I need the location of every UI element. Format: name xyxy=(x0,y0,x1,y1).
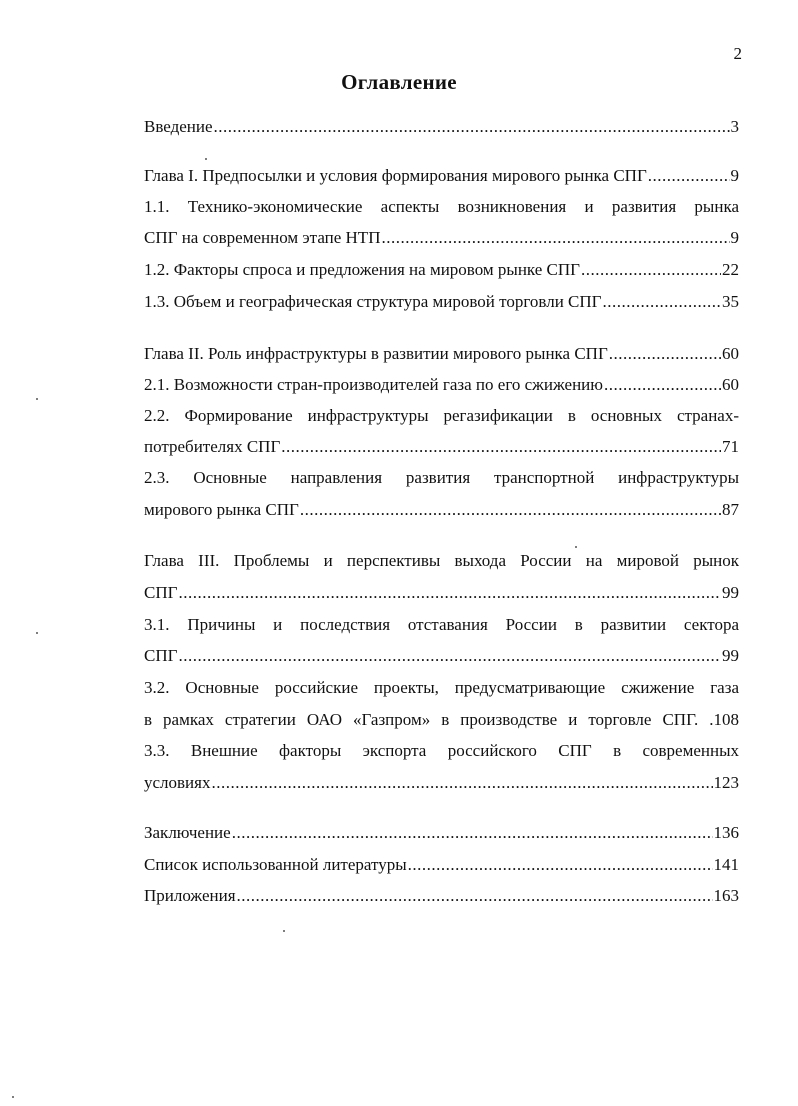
toc-entry-3-3-line1[interactable]: 3.3. Внешние факторы экспорта российского СПГ в современных xyxy=(144,741,739,760)
dot-leader xyxy=(604,372,721,398)
toc-label: мирового рынка СПГ xyxy=(144,500,299,519)
dot-leader xyxy=(232,820,713,846)
toc-label: Список использованной литературы xyxy=(144,855,407,874)
toc-page: 9 xyxy=(730,228,739,247)
dot-leader xyxy=(609,341,721,367)
scan-speck xyxy=(205,158,207,160)
toc-entry-chapter-3-line1[interactable]: Глава III. Проблемы и перспективы выхода России на мировой рынок xyxy=(144,551,739,570)
toc-label: Глава I. Предпосылки и условия формирования мирового рынка СПГ xyxy=(144,166,647,185)
scan-speck xyxy=(575,546,577,548)
toc-label: потребителях СПГ xyxy=(144,437,281,456)
toc-page: 9 xyxy=(730,166,739,185)
toc-page: 71 xyxy=(722,437,739,456)
toc-label: СПГ xyxy=(144,646,178,665)
toc-label: 1.3. Объем и географическая структура мировой торговли СПГ xyxy=(144,292,602,311)
toc-entry-chapter-1[interactable] xyxy=(144,163,739,189)
dot-leader xyxy=(237,883,713,909)
toc-entry-references[interactable] xyxy=(144,852,739,878)
scan-speck xyxy=(12,1096,14,1098)
dot-leader xyxy=(381,225,729,251)
toc-page: 60 xyxy=(722,375,739,394)
toc-entry-intro[interactable] xyxy=(144,114,739,140)
dot-leader xyxy=(178,643,721,669)
toc-label: СПГ на современном этапе НТП xyxy=(144,228,381,247)
toc-page: 3 xyxy=(730,117,739,136)
toc-entry-1-1-line2[interactable] xyxy=(144,225,739,251)
dot-leader xyxy=(211,770,712,796)
toc-label: Глава II. Роль инфраструктуры в развитии мирового рынка СПГ xyxy=(144,344,608,363)
toc-page: 87 xyxy=(722,500,739,519)
toc-entry-2-2-line1[interactable]: 2.2. Формирование инфраструктуры регазификации в основных странах- xyxy=(144,406,739,425)
toc-entry-2-3-line1[interactable]: 2.3. Основные направления развития транспортной инфраструктуры xyxy=(144,468,739,487)
toc-label: Приложения xyxy=(144,886,236,905)
toc-label: 1.2. Факторы спроса и предложения на мировом рынке СПГ xyxy=(144,260,580,279)
toc-entry-1-3[interactable] xyxy=(144,289,739,315)
dot-leader xyxy=(648,163,730,189)
toc-entry-2-3-line2[interactable] xyxy=(144,497,739,523)
toc-entry-3-1-line2[interactable] xyxy=(144,643,739,669)
dot-leader xyxy=(178,580,721,606)
toc-entry-1-2[interactable] xyxy=(144,257,739,283)
toc-entry-2-2-line2[interactable] xyxy=(144,434,739,460)
scan-speck xyxy=(283,930,285,932)
toc-label: 2.1. Возможности стран-производителей газа по его сжижению xyxy=(144,375,603,394)
toc-page: 60 xyxy=(722,344,739,363)
toc-page: 141 xyxy=(713,855,739,874)
toc-entry-1-1-line1[interactable]: 1.1. Технико-экономические аспекты возникновения и развития рынка xyxy=(144,197,739,216)
toc-entry-3-3-line2[interactable] xyxy=(144,770,739,796)
toc-entry-3-2-line2[interactable]: в рамках стратегии ОАО «Газпром» в производстве и торговле СПГ. .108 xyxy=(144,710,739,729)
toc-page: 123 xyxy=(713,773,739,792)
toc-entry-chapter-3-line2[interactable] xyxy=(144,580,739,606)
dot-leader xyxy=(603,289,722,315)
toc-page: 35 xyxy=(722,292,739,311)
page-title: Оглавление xyxy=(341,70,457,94)
toc-entry-2-1[interactable] xyxy=(144,372,739,398)
page-number: 2 xyxy=(733,44,742,63)
toc-page: 22 xyxy=(722,260,739,279)
toc-entry-3-2-line1[interactable]: 3.2. Основные российские проекты, предусматривающие сжижение газа xyxy=(144,678,739,697)
toc-label: Введение xyxy=(144,117,213,136)
toc-label: условиях xyxy=(144,773,211,792)
dot-leader xyxy=(300,497,721,523)
toc-page: 99 xyxy=(722,646,739,665)
toc-page: 99 xyxy=(722,583,739,602)
dot-leader xyxy=(408,852,713,878)
dot-leader xyxy=(281,434,721,460)
toc-entry-3-1-line1[interactable]: 3.1. Причины и последствия отставания России в развитии сектора xyxy=(144,615,739,634)
toc-label: СПГ xyxy=(144,583,178,602)
toc-entry-appendix[interactable] xyxy=(144,883,739,909)
scan-speck xyxy=(36,632,38,634)
dot-leader xyxy=(581,257,721,283)
toc-page: 136 xyxy=(713,823,739,842)
toc-entry-conclusion[interactable] xyxy=(144,820,739,846)
dot-leader xyxy=(214,114,730,140)
scan-speck xyxy=(36,398,38,400)
toc-label: Заключение xyxy=(144,823,231,842)
toc-entry-chapter-2[interactable] xyxy=(144,341,739,367)
toc-page: 163 xyxy=(713,886,739,905)
